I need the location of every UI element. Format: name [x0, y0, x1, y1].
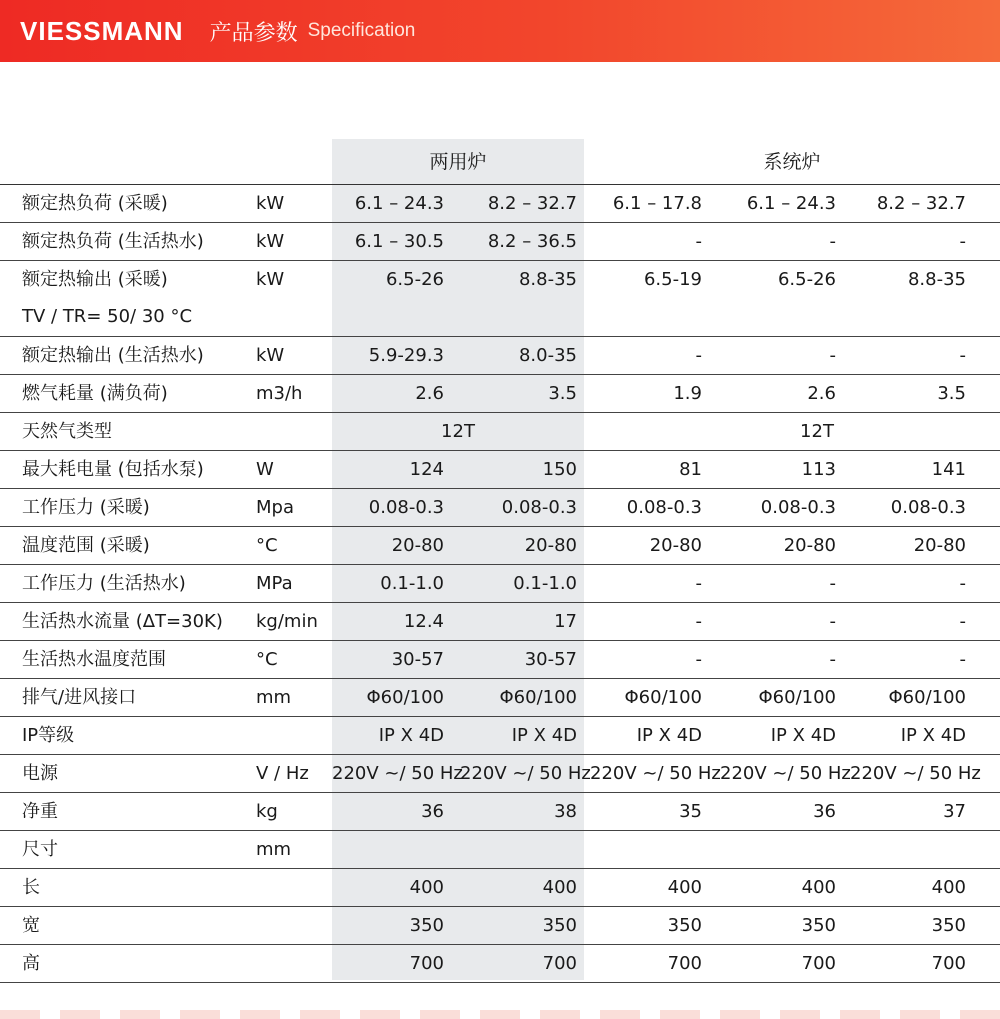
page-title-en: Specification	[307, 20, 416, 41]
value-cell: -	[829, 345, 836, 366]
table-row	[0, 603, 1000, 641]
value-cell: 2.6	[415, 383, 444, 404]
value-cell: 20-80	[649, 535, 702, 556]
value-cell: 2.6	[807, 383, 836, 404]
row-label: 工作压力 (生活热水)	[22, 573, 186, 594]
value-cell: 8.2 – 32.7	[487, 193, 577, 214]
row-label: 宽	[22, 915, 40, 936]
value-cell: -	[695, 649, 702, 670]
header-bar	[0, 0, 1000, 62]
value-cell: 37	[943, 801, 966, 822]
value-cell: 0.1-1.0	[380, 573, 444, 594]
value-cell: 36	[813, 801, 836, 822]
value-cell	[850, 831, 966, 868]
value-cell: 0.08-0.3	[626, 497, 702, 518]
value-cell: 6.5-26	[777, 269, 836, 290]
value-cell: -	[695, 611, 702, 632]
value-cell: 6.1 – 30.5	[354, 231, 444, 252]
value-cell: 20-80	[524, 535, 577, 556]
value-cell: -	[695, 573, 702, 594]
row-label: 长	[22, 877, 40, 898]
row-label: 温度范围 (采暖)	[22, 535, 150, 556]
group-label-combi: 两用炉	[429, 151, 487, 173]
table-row	[0, 679, 1000, 717]
row-unit: kW	[256, 231, 285, 252]
value-cell: -	[959, 345, 966, 366]
value-cell: -	[695, 345, 702, 366]
value-cell: -	[829, 611, 836, 632]
value-cell: 30-57	[524, 649, 577, 670]
row-label: IP等级	[22, 725, 75, 746]
table-row	[0, 793, 1000, 831]
value-cell: 141	[931, 459, 966, 480]
table-row	[0, 489, 1000, 527]
row-unit: kg/min	[256, 611, 318, 632]
value-cell: 3.5	[548, 383, 577, 404]
value-cell: IP X 4D	[511, 725, 577, 746]
viessmann-logo: VIESSMANN	[20, 15, 184, 46]
row-unit: W	[256, 459, 274, 480]
value-cell: 700	[801, 953, 836, 974]
row-unit: V / Hz	[256, 763, 309, 784]
table-row	[0, 869, 1000, 907]
value-cell: 0.08-0.3	[501, 497, 577, 518]
value-cell: 30-57	[391, 649, 444, 670]
value-cell: 700	[542, 953, 577, 974]
value-cell: 400	[667, 877, 702, 898]
value-cell: IP X 4D	[900, 725, 966, 746]
value-cell: -	[829, 573, 836, 594]
value-cell	[460, 831, 577, 868]
value-cell: 150	[542, 459, 577, 480]
table-row	[0, 945, 1000, 983]
value-cell-merged: 12T	[800, 421, 834, 442]
value-cell: 0.1-1.0	[513, 573, 577, 594]
value-cell: 220V ~/ 50 Hz	[850, 763, 981, 784]
row-label: 生活热水温度范围	[22, 649, 166, 670]
row-unit: Mpa	[256, 497, 294, 518]
value-cell: -	[959, 649, 966, 670]
value-cell: 350	[667, 915, 702, 936]
row-label: 工作压力 (采暖)	[22, 497, 150, 518]
value-cell: 700	[931, 953, 966, 974]
value-cell: 1.9	[673, 383, 702, 404]
value-cell: IP X 4D	[770, 725, 836, 746]
row-label: 燃气耗量 (满负荷)	[22, 383, 168, 404]
row-unit: MPa	[256, 573, 293, 594]
value-cell: 36	[421, 801, 444, 822]
value-cell: 6.1 – 24.3	[746, 193, 836, 214]
row-label: 生活热水流量 (ΔT=30K)	[22, 611, 223, 632]
value-cell: 38	[554, 801, 577, 822]
value-cell: IP X 4D	[378, 725, 444, 746]
value-cell: 5.9-29.3	[368, 345, 444, 366]
value-cell	[720, 831, 836, 868]
spec-table	[0, 184, 1000, 983]
value-cell: -	[829, 649, 836, 670]
table-group-header	[0, 139, 1000, 184]
value-cell: 20-80	[783, 535, 836, 556]
value-cell: 0.08-0.3	[890, 497, 966, 518]
value-cell: 350	[542, 915, 577, 936]
value-cell: 12.4	[403, 611, 444, 632]
row-label: 额定热输出 (采暖)	[22, 269, 168, 290]
value-cell: 220V ~/ 50 Hz	[460, 763, 591, 784]
row-unit: m3/h	[256, 383, 303, 404]
value-cell: 8.8-35	[907, 269, 966, 290]
table-row	[0, 375, 1000, 413]
value-cell: 700	[667, 953, 702, 974]
row-unit: kW	[256, 193, 285, 214]
value-cell-merged: 12T	[441, 421, 475, 442]
value-cell: 124	[409, 459, 444, 480]
table-row	[0, 223, 1000, 261]
value-cell: -	[959, 573, 966, 594]
table-row	[0, 831, 1000, 869]
value-cell: Φ60/100	[888, 687, 966, 708]
value-cell: 220V ~/ 50 Hz	[332, 763, 463, 784]
value-cell: -	[959, 611, 966, 632]
value-cell: 20-80	[391, 535, 444, 556]
value-cell: 350	[409, 915, 444, 936]
table-row	[0, 641, 1000, 679]
row-label: 额定热输出 (生活热水)	[22, 345, 204, 366]
value-cell: 35	[679, 801, 702, 822]
row-unit: kg	[256, 801, 278, 822]
value-cell: Φ60/100	[366, 687, 444, 708]
value-cell: 220V ~/ 50 Hz	[590, 763, 721, 784]
value-cell: 8.8-35	[518, 269, 577, 290]
row-unit: kW	[256, 345, 285, 366]
value-cell: 700	[409, 953, 444, 974]
table-row	[0, 755, 1000, 793]
value-cell: 400	[931, 877, 966, 898]
value-cell: 0.08-0.3	[368, 497, 444, 518]
value-cell: 0.08-0.3	[760, 497, 836, 518]
value-cell: Φ60/100	[624, 687, 702, 708]
row-label: 天然气类型	[22, 421, 112, 442]
table-row	[0, 413, 1000, 451]
row-label: 电源	[22, 763, 58, 784]
value-cell: 81	[679, 459, 702, 480]
table-row	[0, 185, 1000, 223]
table-row	[0, 907, 1000, 945]
row-label: 额定热负荷 (生活热水)	[22, 231, 204, 252]
value-cell: 20-80	[913, 535, 966, 556]
row-unit: kW	[256, 269, 285, 290]
value-cell: IP X 4D	[636, 725, 702, 746]
page-title-cn: 产品参数	[209, 20, 298, 46]
row-label: 高	[22, 953, 40, 974]
value-cell: 8.2 – 32.7	[876, 193, 966, 214]
row-label: 尺寸	[22, 839, 58, 860]
value-cell: 6.1 – 17.8	[612, 193, 702, 214]
row-unit: °C	[256, 535, 278, 556]
table-row	[0, 717, 1000, 755]
value-cell: 17	[554, 611, 577, 632]
value-cell: 350	[931, 915, 966, 936]
value-cell: Φ60/100	[758, 687, 836, 708]
value-cell: 350	[801, 915, 836, 936]
value-cell: -	[695, 231, 702, 252]
value-cell	[590, 831, 702, 868]
value-cell: 400	[409, 877, 444, 898]
table-row	[0, 527, 1000, 565]
table-row	[0, 451, 1000, 489]
value-cell: Φ60/100	[499, 687, 577, 708]
table-row	[0, 565, 1000, 603]
table-row	[0, 337, 1000, 375]
footer-decoration	[0, 1010, 1000, 1019]
table-row	[0, 261, 1000, 337]
value-cell: 220V ~/ 50 Hz	[720, 763, 851, 784]
row-unit: mm	[256, 687, 292, 708]
value-cell: 113	[801, 459, 836, 480]
value-cell: 6.5-26	[385, 269, 444, 290]
row-label: 最大耗电量 (包括水泵)	[22, 459, 204, 480]
value-cell: -	[829, 231, 836, 252]
row-label: 排气/进风接口	[22, 687, 137, 708]
row-unit: mm	[256, 839, 292, 860]
value-cell: 6.1 – 24.3	[354, 193, 444, 214]
value-cell: 8.2 – 36.5	[487, 231, 577, 252]
value-cell: 400	[801, 877, 836, 898]
group-label-system: 系统炉	[763, 151, 821, 173]
row-label: 净重	[22, 801, 58, 822]
row-label: 额定热负荷 (采暖)	[22, 193, 168, 214]
value-cell	[332, 831, 444, 868]
value-cell: 400	[542, 877, 577, 898]
row-sublabel: TV / TR= 50/ 30 °C	[22, 306, 193, 327]
row-unit: °C	[256, 649, 278, 670]
value-cell: 8.0-35	[518, 345, 577, 366]
value-cell: -	[959, 231, 966, 252]
value-cell: 3.5	[937, 383, 966, 404]
value-cell: 6.5-19	[643, 269, 702, 290]
